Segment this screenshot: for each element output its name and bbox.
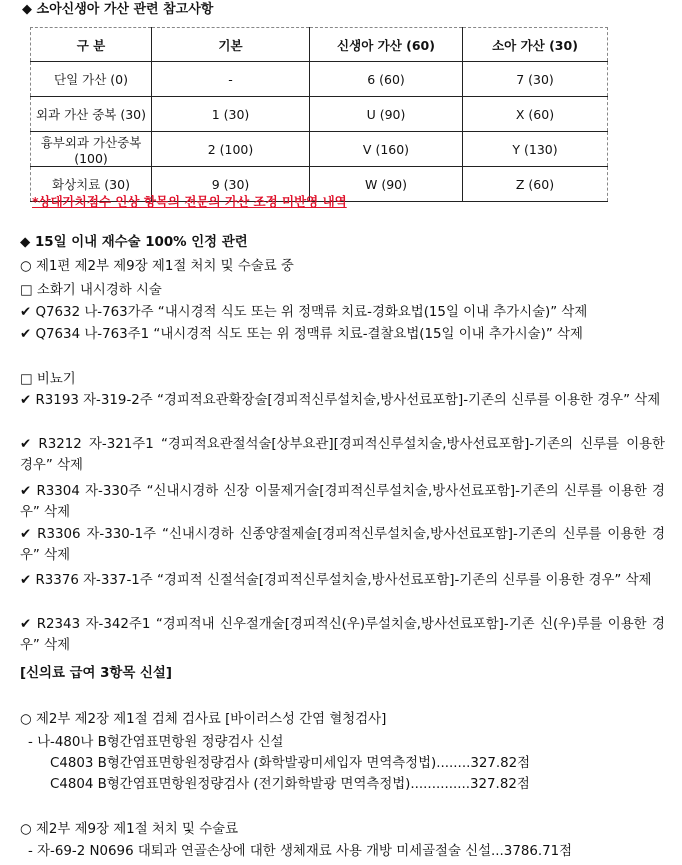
group1-title: □ 소화기 내시경하 시술 bbox=[20, 283, 162, 298]
surcharge-table bbox=[30, 27, 608, 202]
table-cell: 흉부외과 가산중복(100) bbox=[31, 132, 152, 167]
table-cell: 9 (30) bbox=[152, 167, 310, 202]
section3-line1: ○ 제2부 제2장 제1절 검체 검사료 [바이러스성 간염 혈청검사] bbox=[20, 712, 387, 727]
table-cell: 외과 가산 중복 (30) bbox=[31, 97, 152, 132]
section3-line2: - 나-480나 B형간염표면항원 정량검사 신설 bbox=[28, 735, 284, 750]
section2-line1: ○ 제1편 제2부 제9장 제1절 처치 및 수술료 중 bbox=[20, 259, 294, 274]
table-cell: - bbox=[152, 62, 310, 97]
section2-title: ◆ 15일 이내 재수술 100% 인정 관련 bbox=[20, 235, 248, 250]
table-row bbox=[31, 132, 608, 167]
table-cell: U (90) bbox=[310, 97, 463, 132]
table-row bbox=[31, 97, 608, 132]
group2-item: ✔ R3376 자-337-1주 “경피적 신절석술[경피적신루설치술,방사선료포함]-기존의 신루를 이용한 경우” 삭제 bbox=[20, 573, 652, 588]
group1-item: ✔ Q7634 나-763주1 “내시경적 식도 또는 위 정맥류 치료-결찰요법(15일 이내 추가시술)” 삭제 bbox=[20, 327, 583, 342]
header-basic: 기본 bbox=[152, 28, 310, 62]
group2-item: ✔ R3306 자-330-1주 “신내시경하 신종양절제술[경피적신루설치술,방사선료포함]-기존의 신루를 이용한 경우” 삭제 bbox=[20, 527, 665, 563]
table-cell: 단일 가산 (0) bbox=[31, 62, 152, 97]
section3-title: [신의료 급여 3항목 신설] bbox=[20, 666, 172, 681]
section1-title: ◆ 소아신생아 가산 관련 참고사항 bbox=[22, 2, 214, 17]
section3-line5: ○ 제2부 제9장 제1절 처치 및 수술료 bbox=[20, 822, 239, 837]
table-cell: 2 (100) bbox=[152, 132, 310, 167]
table-cell: 화상치료 (30) bbox=[31, 167, 152, 202]
header-newborn: 신생아 가산 (60) bbox=[310, 28, 463, 62]
table-header-row bbox=[31, 28, 608, 62]
table-cell: X (60) bbox=[463, 97, 608, 132]
table-cell: Z (60) bbox=[463, 167, 608, 202]
table-cell: 1 (30) bbox=[152, 97, 310, 132]
header-category: 구 분 bbox=[31, 28, 152, 62]
table-cell: 6 (60) bbox=[310, 62, 463, 97]
header-child: 소아 가산 (30) bbox=[463, 28, 608, 62]
group2-title: □ 비뇨기 bbox=[20, 372, 76, 387]
section3-line3: C4803 B형간염표면항원정량검사 (화학발광미세입자 면역측정법)........327.82점 bbox=[50, 756, 531, 771]
table-cell: W (90) bbox=[310, 167, 463, 202]
table-cell: Y (130) bbox=[463, 132, 608, 167]
table-cell: 7 (30) bbox=[463, 62, 608, 97]
table-note: *상대가치점수 인상 항목의 전문의 가산 조정 미반영 내역 bbox=[32, 194, 347, 209]
group1-item: ✔ Q7632 나-763가주 “내시경적 식도 또는 위 정맥류 치료-경화요법(15일 이내 추가시술)” 삭제 bbox=[20, 305, 588, 320]
group2-item: ✔ R2343 자-342주1 “경피적내 신우절개술[경피적신(우)루설치술,방사선료포함]-기존 신(우)루를 이용한 경우” 삭제 bbox=[20, 617, 665, 653]
group2-item: ✔ R3193 자-319-2주 “경피적요관확장술[경피적신루설치술,방사선료포함]-기존의 신루를 이용한 경우” 삭제 bbox=[20, 393, 661, 408]
section3-line4: C4804 B형간염표면항원정량검사 (전기화학발광 면역측정법)..............327.82점 bbox=[50, 777, 530, 792]
section3-line6: - 자-69-2 N0696 대퇴과 연골손상에 대한 생체재료 사용 개방 미세골절술 신설...3786.71점 bbox=[28, 844, 573, 859]
group2-item: ✔ R3212 자-321주1 “경피적요관절석술[상부요관][경피적신루설치술,방사선료포함]-기존의 신루를 이용한 경우” 삭제 bbox=[20, 437, 665, 473]
group2-item: ✔ R3304 자-330주 “신내시경하 신장 이물제거술[경피적신루설치술,방사선료포함]-기존의 신루를 이용한 경우” 삭제 bbox=[20, 484, 665, 520]
table-cell: V (160) bbox=[310, 132, 463, 167]
table-row bbox=[31, 62, 608, 97]
